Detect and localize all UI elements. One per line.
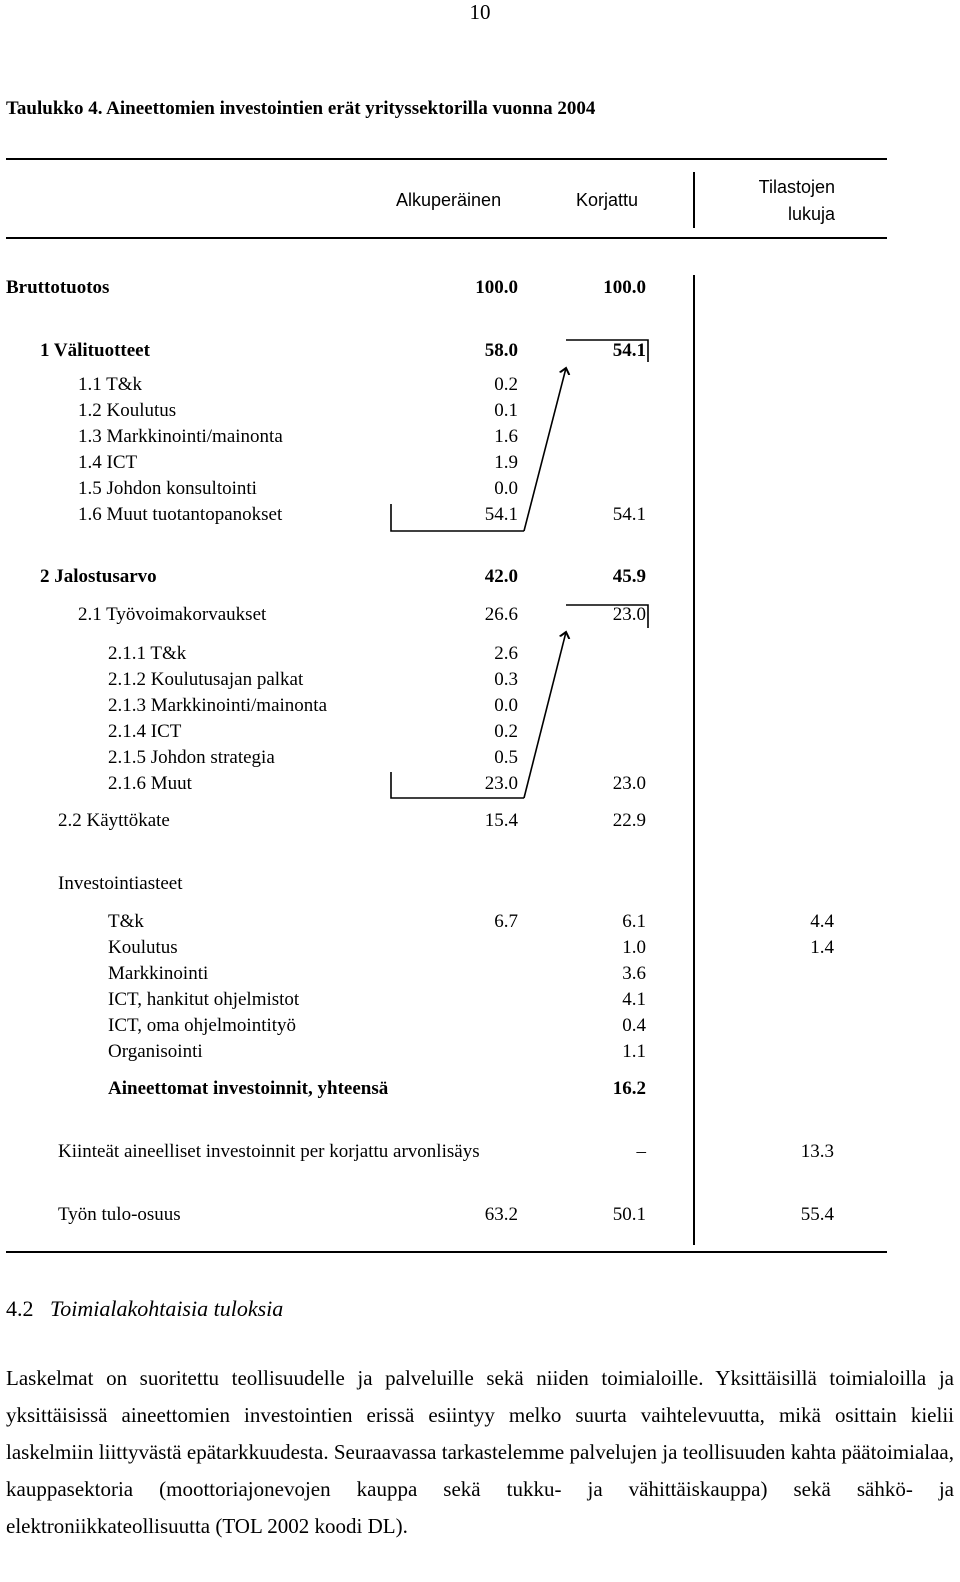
row-label: 2.1 Työvoimakorvaukset xyxy=(78,604,267,625)
cell-stats: 1.4 xyxy=(810,937,834,958)
cell-original: 0.0 xyxy=(494,695,518,716)
cell-corrected: 16.2 xyxy=(612,1078,646,1099)
row-label: 2.1.5 Johdon strategia xyxy=(108,747,275,768)
row-label: Työn tulo-osuus xyxy=(58,1204,181,1225)
cell-original: 6.7 xyxy=(494,911,518,932)
row-label: 1.3 Markkinointi/mainonta xyxy=(78,426,283,447)
header-statistics-line1: Tilastojen xyxy=(758,177,835,197)
cell-original: 1.9 xyxy=(494,452,518,473)
cell-stats: 55.4 xyxy=(800,1204,834,1225)
cell-original: 63.2 xyxy=(484,1204,518,1225)
cell-original: 26.6 xyxy=(484,604,518,625)
cell-original: 0.0 xyxy=(494,478,518,499)
row-label: Aineettomat investoinnit, yhteensä xyxy=(108,1078,389,1099)
row-label: 2 Jalostusarvo xyxy=(40,566,157,587)
row-label: Investointiasteet xyxy=(58,873,183,894)
header-original: Alkuperäinen xyxy=(396,190,502,210)
cell-stats: 4.4 xyxy=(810,911,834,932)
cell-original: 0.3 xyxy=(494,669,518,690)
page-number: 10 xyxy=(469,0,491,24)
box-original-23-0 xyxy=(391,772,524,798)
cell-original: 1.6 xyxy=(494,426,518,447)
row-label: Organisointi xyxy=(108,1041,203,1062)
cell-original: 2.6 xyxy=(494,643,518,664)
cell-original: 58.0 xyxy=(484,340,518,361)
row-label: Koulutus xyxy=(108,937,178,958)
cell-corrected: 6.1 xyxy=(622,911,646,932)
cell-original: 0.2 xyxy=(494,374,518,395)
arrow-labour xyxy=(524,632,566,798)
row-label: 1.5 Johdon konsultointi xyxy=(78,478,257,499)
cell-corrected: 1.0 xyxy=(622,937,646,958)
body-paragraph: Laskelmat on suoritettu teollisuudelle ja palveluille sekä niiden toimialoille. Yksittäisillä toimialoilla ja yksittäisissä aineettomien investointien erissä esiintyy melko suurta vaihtelevuutta, mikä osittain kielii laskelmiin liittyvästä epätarkkuudesta. Seuraavassa tarkastelemme palvelujen ja teollisuuden kahta päätoimialaa, kauppasektoria (moottoriajonevojen kauppa sekä tukku- ja vähittäiskauppa) sekä sähkö- ja elektroniikkateollisuutta (TOL 2002 koodi DL). xyxy=(6,1366,954,1538)
cell-corrected: 4.1 xyxy=(622,989,646,1010)
box-corrected-23-0 xyxy=(566,605,648,628)
header-corrected: Korjattu xyxy=(576,190,639,210)
cell-original: 0.1 xyxy=(494,400,518,421)
row-label: ICT, oma ohjelmointityö xyxy=(108,1015,297,1036)
cell-corrected: 23.0 xyxy=(612,604,646,625)
row-label: 1.1 T&k xyxy=(78,374,143,395)
cell-corrected: 1.1 xyxy=(622,1041,646,1062)
row-label: 2.1.2 Koulutusajan palkat xyxy=(108,669,304,690)
cell-corrected: 54.1 xyxy=(612,340,646,361)
cell-original: 100.0 xyxy=(475,277,518,298)
cell-original: 54.1 xyxy=(484,504,518,525)
row-label: 1.4 ICT xyxy=(78,452,138,473)
cell-corrected: – xyxy=(636,1141,646,1162)
header-statistics-line2: lukuja xyxy=(787,204,835,224)
row-label: 2.2 Käyttökate xyxy=(58,810,170,831)
cell-original: 0.5 xyxy=(494,747,518,768)
section-heading xyxy=(6,1296,283,1322)
cell-corrected: 45.9 xyxy=(612,566,646,587)
row-label: Bruttotuotos xyxy=(6,277,110,298)
cell-original: 42.0 xyxy=(484,566,518,587)
cell-original: 23.0 xyxy=(484,773,518,794)
cell-original: 0.2 xyxy=(494,721,518,742)
row-label: 2.1.1 T&k xyxy=(108,643,187,664)
cell-original: 15.4 xyxy=(484,810,518,831)
row-label: 1.2 Koulutus xyxy=(78,400,177,421)
row-label: ICT, hankitut ohjelmistot xyxy=(108,989,300,1010)
row-label: Kiinteät aineelliset investoinnit per korjattu arvonlisäys xyxy=(58,1141,480,1162)
cell-corrected: 23.0 xyxy=(612,773,646,794)
box-original-54-1 xyxy=(391,504,524,531)
table-caption: Taulukko 4. Aineettomien investointien erät yrityssektorilla vuonna 2004 xyxy=(6,98,596,119)
row-label: 1 Välituotteet xyxy=(40,340,150,361)
cell-corrected: 50.1 xyxy=(612,1204,646,1225)
section-title: Toimialakohtaisia tuloksia xyxy=(50,1296,284,1321)
section-spacer xyxy=(34,1296,51,1321)
cell-corrected: 0.4 xyxy=(622,1015,646,1036)
cell-corrected: 22.9 xyxy=(612,810,646,831)
row-label: Markkinointi xyxy=(108,963,209,984)
arrow-intermediate xyxy=(524,368,566,531)
cell-corrected: 54.1 xyxy=(612,504,646,525)
box-corrected-54-1 xyxy=(566,340,648,362)
cell-corrected: 3.6 xyxy=(622,963,646,984)
cell-corrected: 100.0 xyxy=(603,277,646,298)
row-label: 2.1.4 ICT xyxy=(108,721,182,742)
row-label: 2.1.3 Markkinointi/mainonta xyxy=(108,695,328,716)
section-number: 4.2 xyxy=(6,1296,34,1321)
row-label: 1.6 Muut tuotantopanokset xyxy=(78,504,283,525)
cell-stats: 13.3 xyxy=(800,1141,834,1162)
row-label: 2.1.6 Muut xyxy=(108,773,192,794)
row-label: T&k xyxy=(108,911,144,932)
